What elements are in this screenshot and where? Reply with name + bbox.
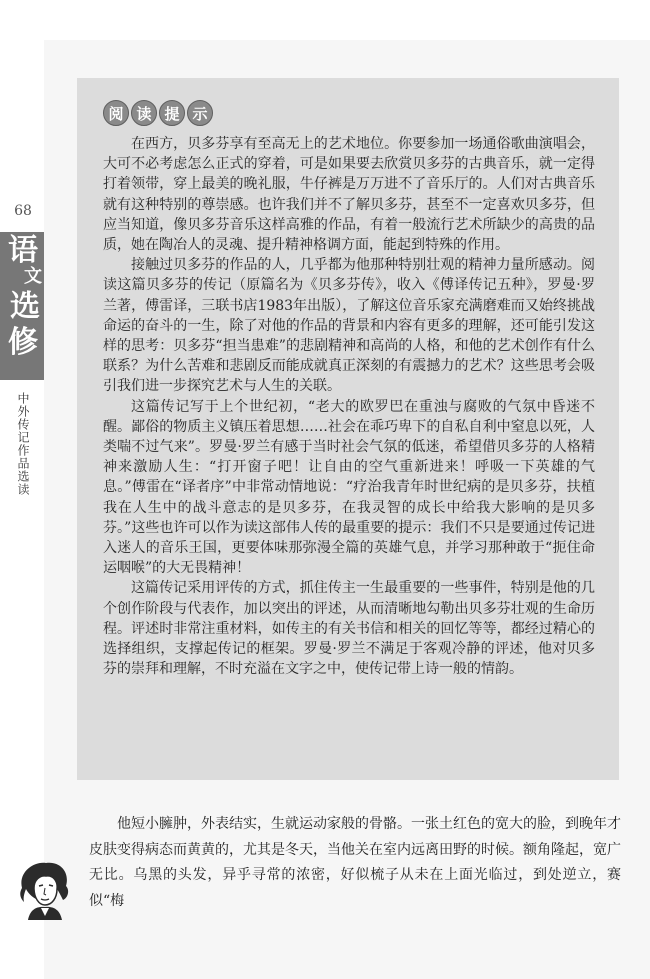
series-char: 语 [8,233,38,268]
reading-tips-box [77,78,619,780]
header-char: 示 [187,100,213,126]
reading-tips-header [103,100,595,126]
header-char: 提 [159,100,185,126]
header-char: 读 [131,100,157,126]
series-char: 选 [10,289,40,324]
tip-paragraph: 这篇传记采用评传的方式，抓住传主一生最重要的一些事件，特别是他的几个创作阶段与代表作，加以突出的评述，从而清晰地勾勒出贝多芬壮观的生命历程。评述时非常注重材料，如传主的有关书信和相关的回忆等等，都经过精心的选择组织，支撑起传记的框架。罗曼·罗兰不满足于客观冷静的评述，他对贝多芬的崇拜和理解，不时充溢在文字之中，使传记带上诗一般的情韵。 [103,580,595,678]
series-tab [0,232,44,380]
tip-paragraph: 这篇传记写于上个世纪初，“老大的欧罗巴在重浊与腐败的气氛中昏迷不醒。鄙俗的物质主义镇压着思想……社会在乖巧卑下的自私自利中窒息以死，人类喘不过气来”。罗曼·罗兰有感于当时社会气氛的低迷，希望借贝多芬的人格精神来激励人生：“打开窗子吧！让自由的空气重新进来！呼吸一下英雄的气息。”傅雷在“译者序”中非常动情地说：“疗治我青年时世纪病的是贝多芬，扶植我在人生中的战斗意志的是贝多芬，在我灵智的成长中给我大影响的是贝多芬。”这些也许可以作为读这部伟人传的最重要的提示：我们不只是要通过传记进入迷人的音乐王国，更要体味那弥漫全篇的英雄气息，并学习那种敢于“扼住命运咽喉”的大无畏精神！ [103,398,595,577]
tip-paragraph: 在西方，贝多芬享有至高无上的艺术地位。你要参加一场通俗歌曲演唱会，大可不必考虑怎么正式的穿着，可是如果要去欣赏贝多芬的古典音乐，就一定得打着领带，穿上最美的晚礼服，牛仔裤是万万进不了音乐厅的。人们对古典音乐就有这种特别的尊崇感。也许我们并不了解贝多芬，甚至不一定喜欢贝多芬，但应当知道，像贝多芬音乐这样高雅的作品，有着一般流行艺术所缺少的高贵的品质，她在陶冶人的灵魂、提升精神格调方面，能起到特殊的作用。 [103,136,595,254]
series-char: 修 [8,325,38,360]
beethoven-portrait-icon [8,858,78,920]
header-char: 阅 [103,100,129,126]
series-char: 文 [24,266,42,287]
tip-paragraph: 接触过贝多芬的作品的人，几乎都为他那种特别壮观的精神力量所感动。阅读这篇贝多芬的传记（原篇名为《贝多芬传》，收入《傅译传记五种》，罗曼·罗兰著，傅雷译，三联书店1983年出版），了解这位音乐家充满磨难而又始终挑战命运的奋斗的一生，除了对他的作品的背景和内容有更多的理解，还可能引发这样的思考：贝多芬“担当患难”的悲剧精神和高尚的人格，和他的艺术创作有什么联系？为什么苦难和悲剧反而能成就真正深刻的有震撼力的艺术？这些思考会吸引我们进一步探究艺术与人生的关联。 [103,257,595,395]
book-subtitle: 中外传记作品选读 [16,392,30,496]
body-paragraph: 他短小臃肿，外表结实，生就运动家般的骨骼。一张土红色的宽大的脸，到晚年才皮肤变得病态而黄黄的，尤其是冬天，当他关在室内远离田野的时候。额角隆起，宽广无比。乌黑的头发，异乎寻常的浓密，好似梳子从未在上面光临过，到处逆立，赛似“梅 [89,816,621,909]
page-number: 68 [14,203,32,219]
